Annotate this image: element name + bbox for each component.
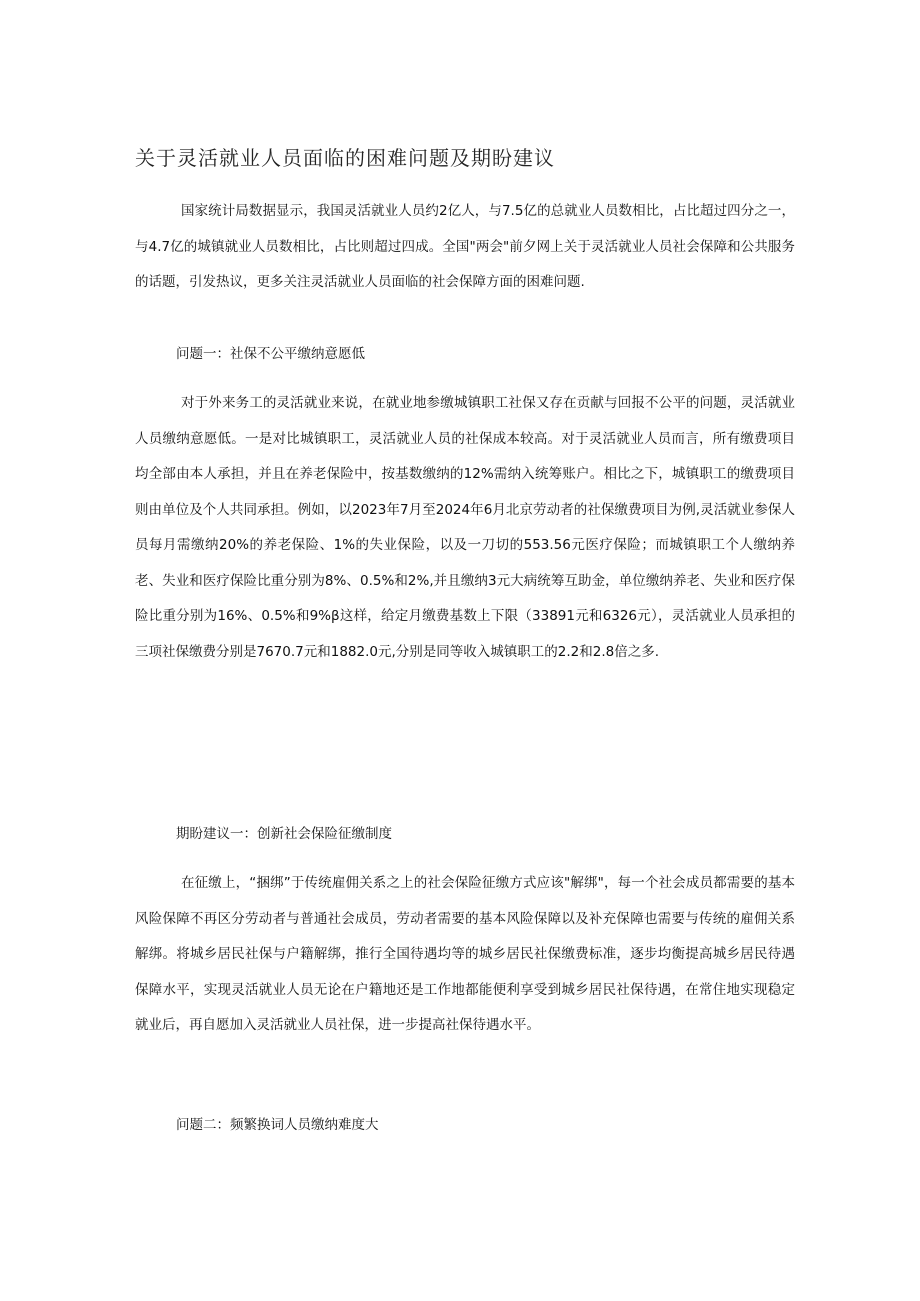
section-heading-suggestion-one: 期盼建议一：创新社会保险征缴制度 bbox=[176, 826, 392, 842]
paragraph-problem-one: 对于外来务工的灵活就业来说，在就业地参缴城镇职工社保又存在贡献与回报不公平的问题，灵活就业人员缴纳意愿低。一是对比城镇职工，灵活就业人员的社保成本较高。对于灵活就业人员而言，所有缴费项目均全部由本人承担，并且在养老保险中，按基数缴纳的12%需纳入统筹账户。相比之下，城镇职工的缴费项目则由单位及个人共同承担。例如，以2023年7月至2024年6月北京劳动者的社保缴费项目为例,灵活就业参保人员每月需缴纳20%的养老保险、1%的失业保险，以及一刀切的553.56元医疗保险；而城镇职工个人缴纳养老、失业和医疗保险比重分别为8%、0.5%和2%,并且缴纳3元大病统筹互助金，单位缴纳养老、失业和医疗保险比重分别为16%、0.5%和9%β这样，给定月缴费基数上下限（33891元和6326元），灵活就业人员承担的三项社保缴费分别是7670.7元和1882.0元,分别是同等收入城镇职工的2.2和2.8倍之多. bbox=[135, 395, 795, 660]
section-heading-problem-two: 问题二：频繁换词人员缴纳难度大 bbox=[176, 1117, 379, 1133]
document-title: 关于灵活就业人员面临的困难问题及期盼建议 bbox=[135, 146, 555, 170]
paragraph-intro: 国家统计局数据显示，我国灵活就业人员约2亿人，与7.5亿的总就业人员数相比，占比超过四分之一，与4.7亿的城镇就业人员数相比，占比则超过四成。全国"两会"前夕网上关于灵活就业人员社会保障和公共服务的话题，引发热议，更多关注灵活就业人员面临的社会保障方面的困难问题. bbox=[135, 203, 795, 290]
paragraph-suggestion-one: 在征缴上，“捆绑”于传统雇佣关系之上的社会保险征缴方式应该"解绑"，每一个社会成员都需要的基本风险保障不再区分劳动者与普通社会成员，劳动者需要的基本风险保障以及补充保障也需要与传统的雇佣关系解绑。将城乡居民社保与户籍解绑，推行全国待遇均等的城乡居民社保缴费标准，逐步均衡提高城乡居民待遇保障水平，实现灵活就业人员无论在户籍地还是工作地都能便利享受到城乡居民社保待遇，在常住地实现稳定就业后，再自愿加入灵活就业人员社保，进一步提高社保待遇水平。 bbox=[135, 875, 795, 1033]
section-heading-problem-one: 问题一：社保不公平缴纳意愿低 bbox=[176, 346, 365, 362]
